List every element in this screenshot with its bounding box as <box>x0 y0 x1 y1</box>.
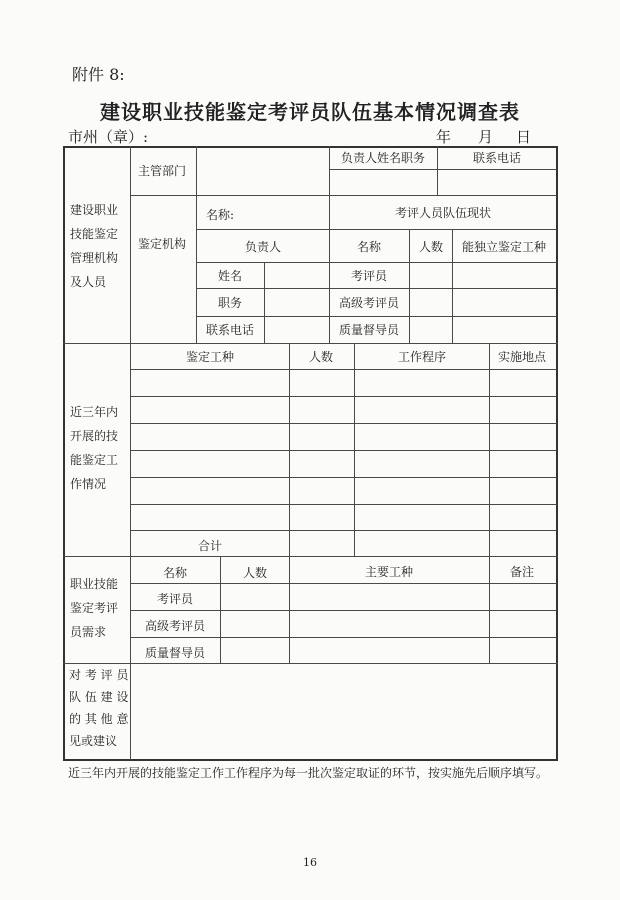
grid-line <box>329 146 330 196</box>
grid-line <box>130 396 557 397</box>
grid-line <box>130 530 557 531</box>
form-title: 建设职业技能鉴定考评员队伍基本情况调查表 <box>100 100 520 124</box>
section-divider <box>63 556 558 557</box>
section2-label-line: 开展的技 <box>70 429 119 443</box>
req-row-assessor-label: 考评员 <box>156 592 194 606</box>
section1-label-line: 及人员 <box>70 275 107 289</box>
city-stamp-label: 市州（章）: <box>68 128 149 146</box>
attachment-label: 附件 8: <box>72 65 125 84</box>
row-senior-assessor-label: 高级考评员 <box>338 296 400 310</box>
section4-label <box>69 664 128 752</box>
col-procedure-label: 工作程序 <box>397 350 447 364</box>
grid-line <box>196 316 557 317</box>
section2-label-line: 能鉴定工 <box>70 453 119 467</box>
section4-label-line: 对 考 评 员 <box>69 668 129 682</box>
date-year-label: 年 <box>436 128 452 146</box>
req-col-remark-label: 备注 <box>509 565 535 579</box>
grid-line <box>130 195 557 196</box>
team-status-label: 考评人员队伍现状 <box>394 206 492 220</box>
grid-line <box>130 369 557 370</box>
date-day-label: 日 <box>516 128 532 146</box>
section2-label-line: 作情况 <box>70 477 107 491</box>
grid-line <box>130 637 557 638</box>
contact-phone-label: 联系电话 <box>472 151 522 165</box>
req-col-trade-label: 主要工种 <box>364 565 414 579</box>
grid-line <box>130 423 557 424</box>
row-assessor-label: 考评员 <box>350 269 388 283</box>
row-name-label: 姓名 <box>217 269 243 283</box>
grid-line <box>196 288 557 289</box>
table-border-right <box>556 146 558 761</box>
grid-line <box>196 229 557 230</box>
col-trade-label: 鉴定工种 <box>185 350 235 364</box>
section2-label <box>70 400 118 496</box>
agency-label: 鉴定机构 <box>138 237 187 251</box>
person-in-charge-label: 负责人 <box>244 240 282 254</box>
row-phone-label: 联系电话 <box>205 323 255 337</box>
row-supervisor-label: 质量督导员 <box>338 323 400 337</box>
table-border-top <box>63 146 558 148</box>
head-name-position-label: 负责人姓名职务 <box>340 151 426 165</box>
section2-label-line: 近三年内 <box>70 405 119 419</box>
grid-line <box>130 583 557 584</box>
footnote: 近三年内开展的技能鉴定工作工作程序为每一批次鉴定取证的环节，按实施先后顺序填写。 <box>68 766 549 780</box>
grid-line <box>130 610 557 611</box>
grid-line <box>329 169 557 170</box>
req-col-name-label: 名称 <box>162 566 188 580</box>
grid-line <box>130 477 557 478</box>
grid-line <box>409 229 410 343</box>
col-count-label: 人数 <box>418 240 444 254</box>
table-border-left <box>63 146 65 761</box>
col-count-label: 人数 <box>308 350 334 364</box>
section1-label-line: 建设职业 <box>70 203 119 217</box>
section3-label <box>70 572 118 644</box>
section3-label-line: 员需求 <box>70 625 107 639</box>
section4-label-line: 见或建议 <box>69 734 118 748</box>
total-label: 合计 <box>197 539 223 553</box>
row-position-label: 职务 <box>217 296 243 310</box>
grid-line <box>196 262 557 263</box>
grid-line <box>452 229 453 343</box>
page-number: 16 <box>303 856 317 869</box>
req-col-count-label: 人数 <box>242 566 268 580</box>
table-border-bottom <box>63 759 558 761</box>
grid-line <box>437 146 438 196</box>
agency-name-label: 名称: <box>206 208 235 222</box>
grid-line <box>130 450 557 451</box>
section3-label-line: 职业技能 <box>70 577 119 591</box>
section1-label-line: 技能鉴定 <box>70 227 119 241</box>
date-month-label: 月 <box>478 128 494 146</box>
suggestions-field[interactable] <box>131 664 556 759</box>
section3-label-line: 鉴定考评 <box>70 601 119 615</box>
grid-line <box>264 262 265 343</box>
col-name-label: 名称 <box>356 240 382 254</box>
section4-label-line: 队 伍 建 设 <box>69 690 129 704</box>
grid-line <box>196 146 197 343</box>
grid-line <box>329 195 330 343</box>
col-location-label: 实施地点 <box>497 350 547 364</box>
section1-label-line: 管理机构 <box>70 251 119 265</box>
req-row-supervisor-label: 质量督导员 <box>144 646 206 660</box>
dept-label: 主管部门 <box>138 164 187 178</box>
section1-label <box>70 198 118 294</box>
grid-line <box>130 504 557 505</box>
req-row-senior-label: 高级考评员 <box>144 619 206 633</box>
section4-label-line: 的 其 他 意 <box>69 712 129 726</box>
col-trades-label: 能独立鉴定工种 <box>461 240 547 254</box>
section-divider <box>63 343 558 344</box>
